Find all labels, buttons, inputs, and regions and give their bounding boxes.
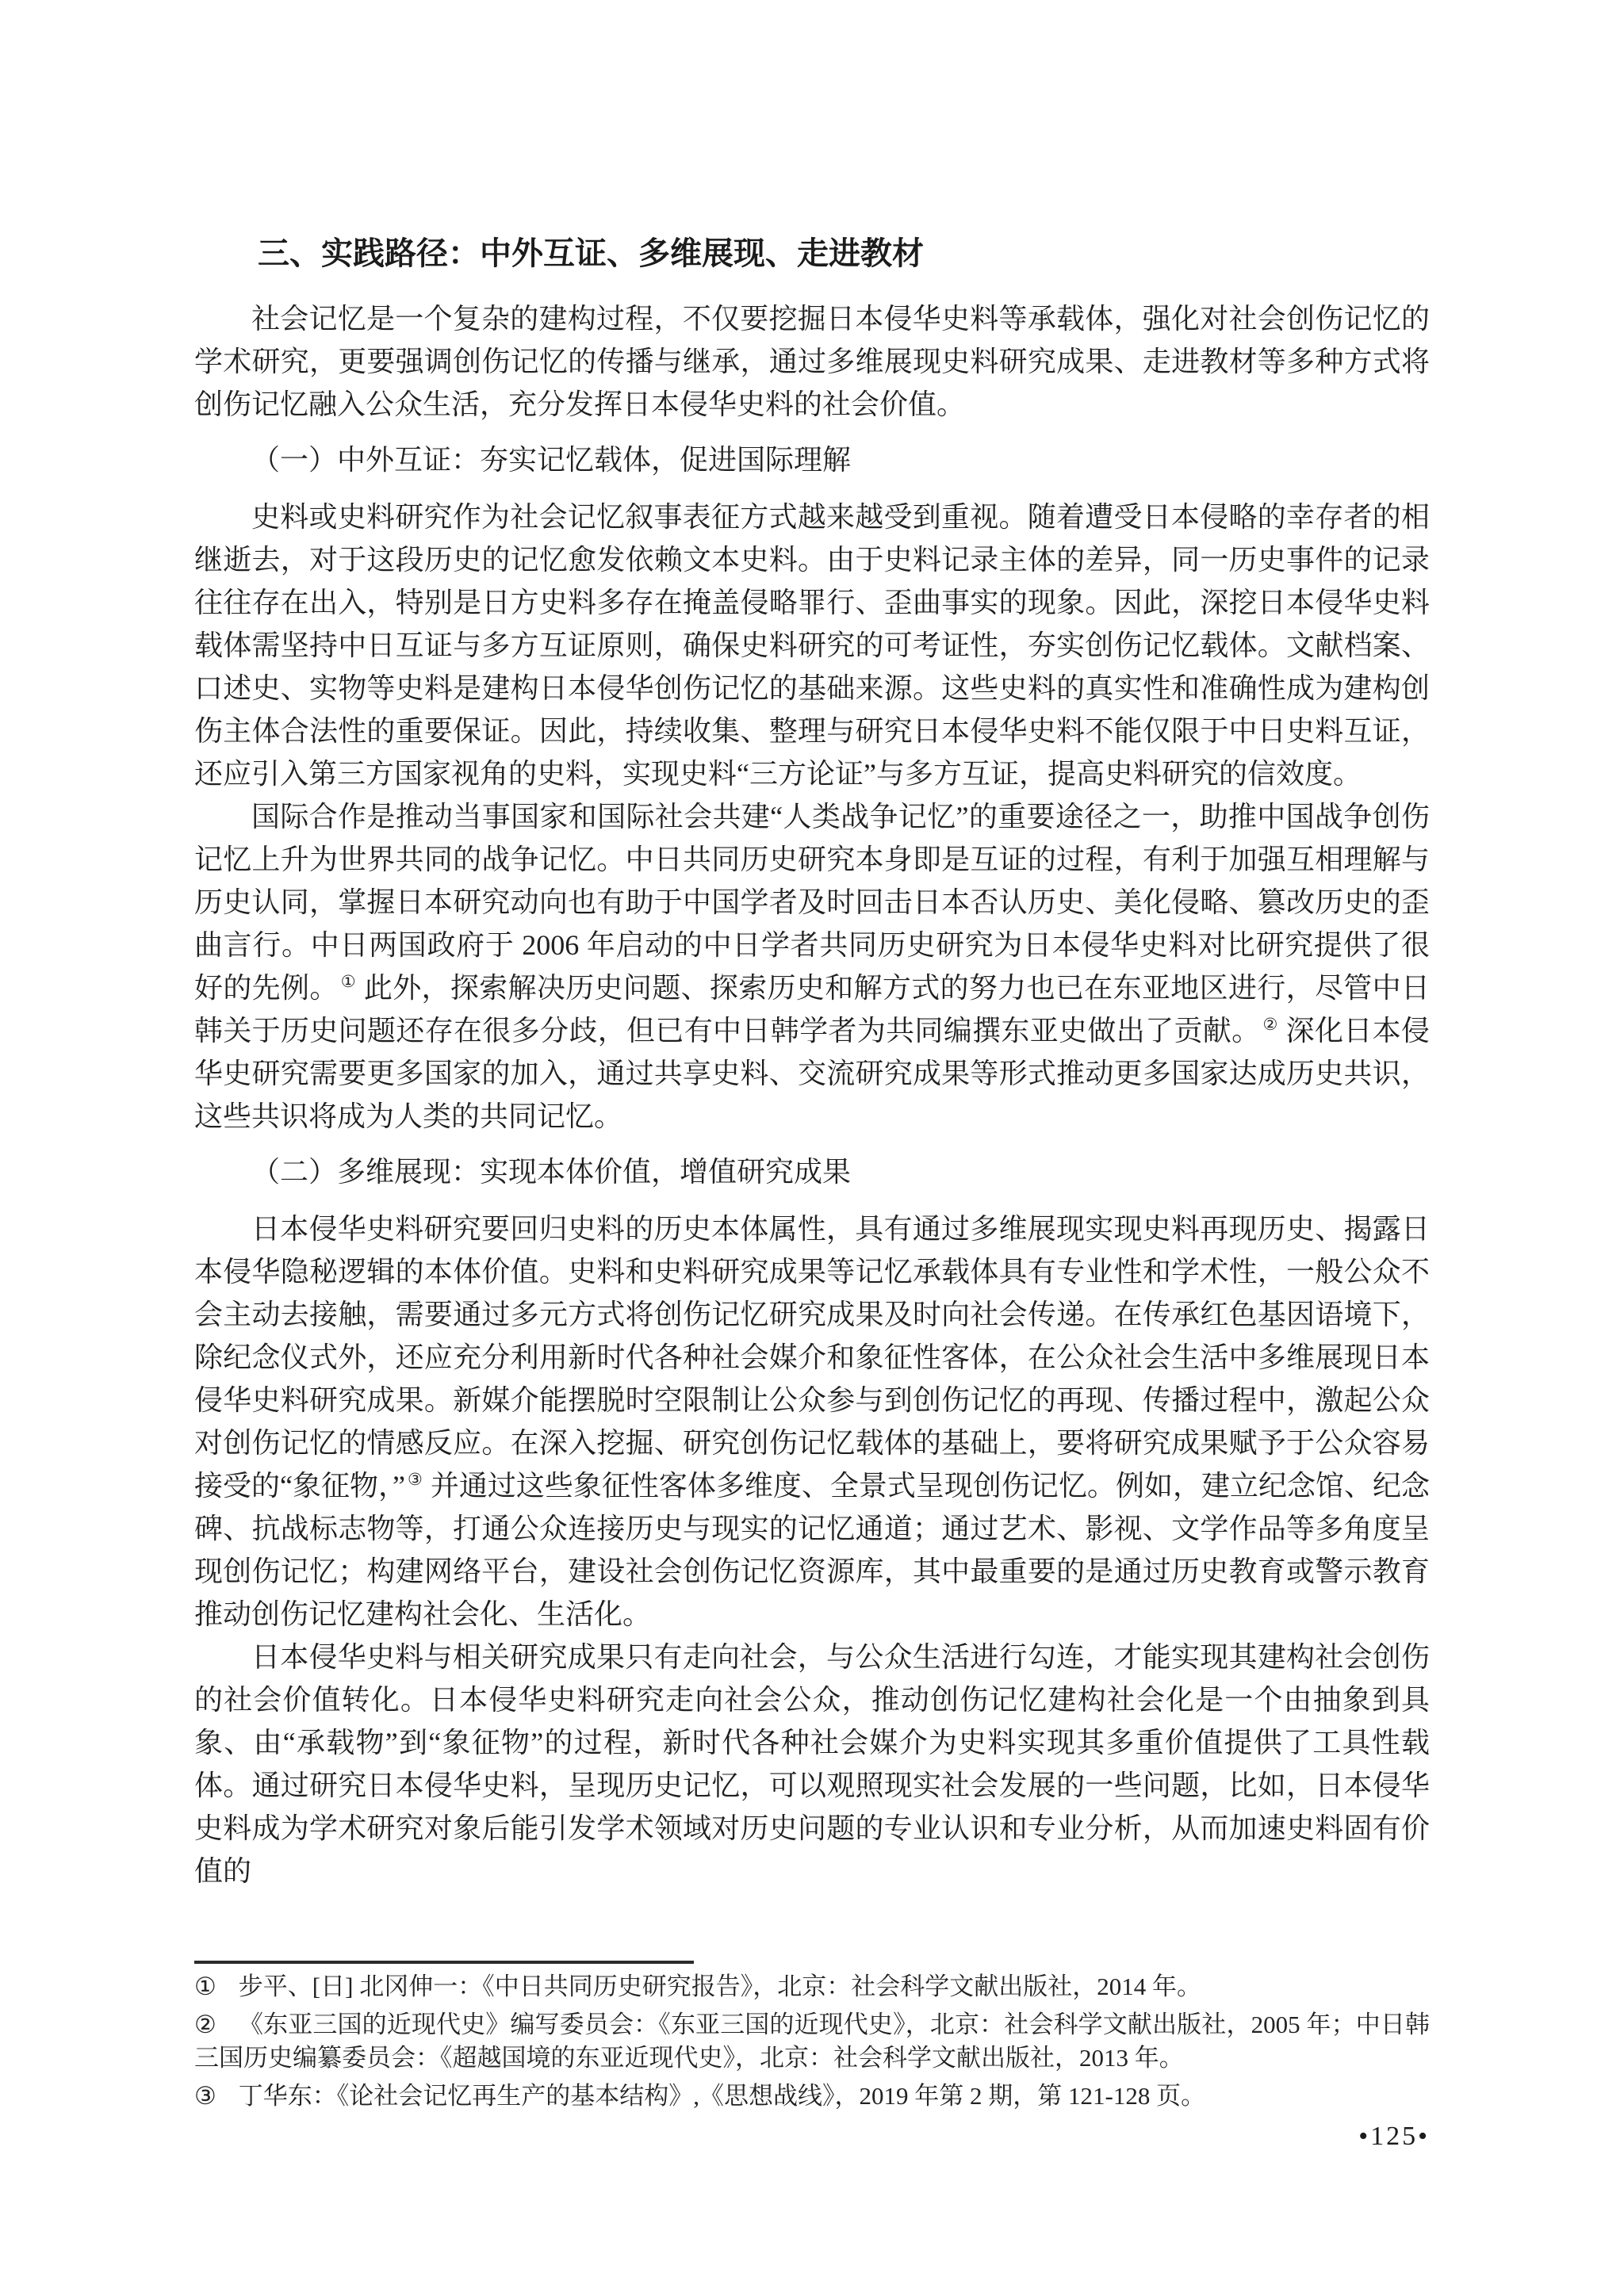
footnote-item [194,1970,1430,2003]
body-paragraph: 日本侵华史料研究要回归史料的历史本体属性，具有通过多维展现实现史料再现历史、揭露日本侵华隐秘逻辑的本体价值。史料和史料研究成果等记忆承载体具有专业性和学术性，一般公众不会主动去接触，需要通过多元方式将创伤记忆研究成果及时向社会传递。在传承红色基因语境下，除纪念仪式外，还应充分利用新时代各种社会媒介和象征性客体，在公众社会生活中多维展现日本侵华史料研究成果。新媒介能摆脱时空限制让公众参与到创伤记忆的再现、传播过程中，激起公众对创伤记忆的情感反应。在深入挖掘、研究创伤记忆载体的基础上，要将研究成果赋予于公众容易接受的“象征物，” ③ 并通过这些象征性客体多维度、全景式呈现创伤记忆。例如，建立纪念馆、纪念碑、抗战标志物等，打通公众连接历史与现实的记忆通道；通过艺术、影视、文学作品等多角度呈现创伤记忆；构建网络平台，建设社会创伤记忆资源库，其中最重要的是通过历史教育或警示教育推动创伤记忆建构社会化、生活化。 [194,1213,1430,1630]
footnotes [194,1970,1430,2113]
footnote-marker: ③ [194,2082,216,2110]
footnote-separator [194,1961,694,1964]
footnote-ref: ① [340,972,356,991]
subsection-heading: （二）多维展现：实现本体价值，增值研究成果 [251,1156,852,1188]
footnote-ref: ③ [408,1470,423,1489]
body-paragraph: 史料或史料研究作为社会记忆叙事表征方式越来越受到重视。随着遭受日本侵略的幸存者的相继逝去，对于这段历史的记忆愈发依赖文本史料。由于史料记录主体的差异，同一历史事件的记录往往存在出入，特别是日方史料多存在掩盖侵略罪行、歪曲事实的现象。因此，深挖日本侵华史料载体需坚持中日互证与多方互证原则，确保史料研究的可考证性，夯实创伤记忆载体。文献档案、口述史、实物等史料是建构日本侵华创伤记忆的基础来源。这些史料的真实性和准确性成为建构创伤主体合法性的重要保证。因此，持续收集、整理与研究日本侵华史料不能仅限于中日史料互证，还应引入第三方国家视角的史料，实现史料“三方论证”与多方互证，提高史料研究的信效度。 [194,501,1430,790]
article-blocks [194,297,1430,1892]
footnote-item [194,2080,1430,2113]
body-paragraph: 国际合作是推动当事国家和国际社会共建“人类战争记忆”的重要途径之一，助推中国战争创伤记忆上升为世界共同的战争记忆。中日共同历史研究本身即是互证的过程，有利于加强互相理解与历史认同，掌握日本研究动向也有助于中国学者及时回击日本否认历史、美化侵略、篡改历史的歪曲言行。中日两国政府于 2006 年启动的中日学者共同历史研究为日本侵华史料对比研究提供了很好的先例。 ① 此外，探索解决历史问题、探索历史和解方式的努力也已在东亚地区进行，尽管中日韩关于历史问题还存在很多分歧，但已有中日韩学者为共同编撰东亚史做出了贡献。 ② 深化日本侵华史研究需要更多国家的加入，通过共享史料、交流研究成果等形式推动更多国家达成历史共识，这些共识将成为人类的共同记忆。 [194,801,1430,1132]
body-paragraph: 社会记忆是一个复杂的建构过程，不仅要挖掘日本侵华史料等承载体，强化对社会创伤记忆的学术研究，更要强调创伤记忆的传播与继承，通过多维展现史料研究成果、走进教材等多种方式将创伤记忆融入公众生活，充分发挥日本侵华史料的社会价值。 [194,303,1430,420]
footnote-marker: ② [194,2011,216,2038]
footnote-marker: ① [194,1973,216,2000]
footnote-text: 丁华东：《论社会记忆再生产的基本结构》,《思想战线》，2019 年第 2 期，第 121-128 页。 [238,2082,1206,2110]
page-number: •125• [1358,2122,1430,2151]
section-heading: 三、实践路径：中外互证、多维展现、走进教材 [258,236,924,271]
subsection-heading: （一）中外互证：夯实记忆载体，促进国际理解 [251,444,852,476]
footnote-ref: ② [1262,1015,1278,1034]
footnote-item [194,2008,1430,2075]
body-paragraph: 日本侵华史料与相关研究成果只有走向社会，与公众生活进行勾连，才能实现其建构社会创伤的社会价值转化。日本侵华史料研究走向社会公众，推动创伤记忆建构社会化是一个由抽象到具象、由“承载物”到“象征物”的过程，新时代各种社会媒介为史料实现其多重价值提供了工具性载体。通过研究日本侵华史料，呈现历史记忆，可以观照现实社会发展的一些问题，比如，日本侵华史料成为学术研究对象后能引发学术领域对历史问题的专业认识和专业分析，从而加速史料固有价值的 [194,1641,1430,1887]
article-body [194,0,1430,2118]
footnote-text: 《东亚三国的近现代史》编写委员会：《东亚三国的近现代史》，北京：社会科学文献出版社，2005 年；中日韩三国历史编纂委员会：《超越国境的东亚近现代史》，北京：社会科学文献出版社，2013 年。 [194,2011,1431,2072]
footnote-text: 步平、[日] 北冈伸一：《中日共同历史研究报告》，北京：社会科学文献出版社，2014 年。 [238,1973,1201,2000]
